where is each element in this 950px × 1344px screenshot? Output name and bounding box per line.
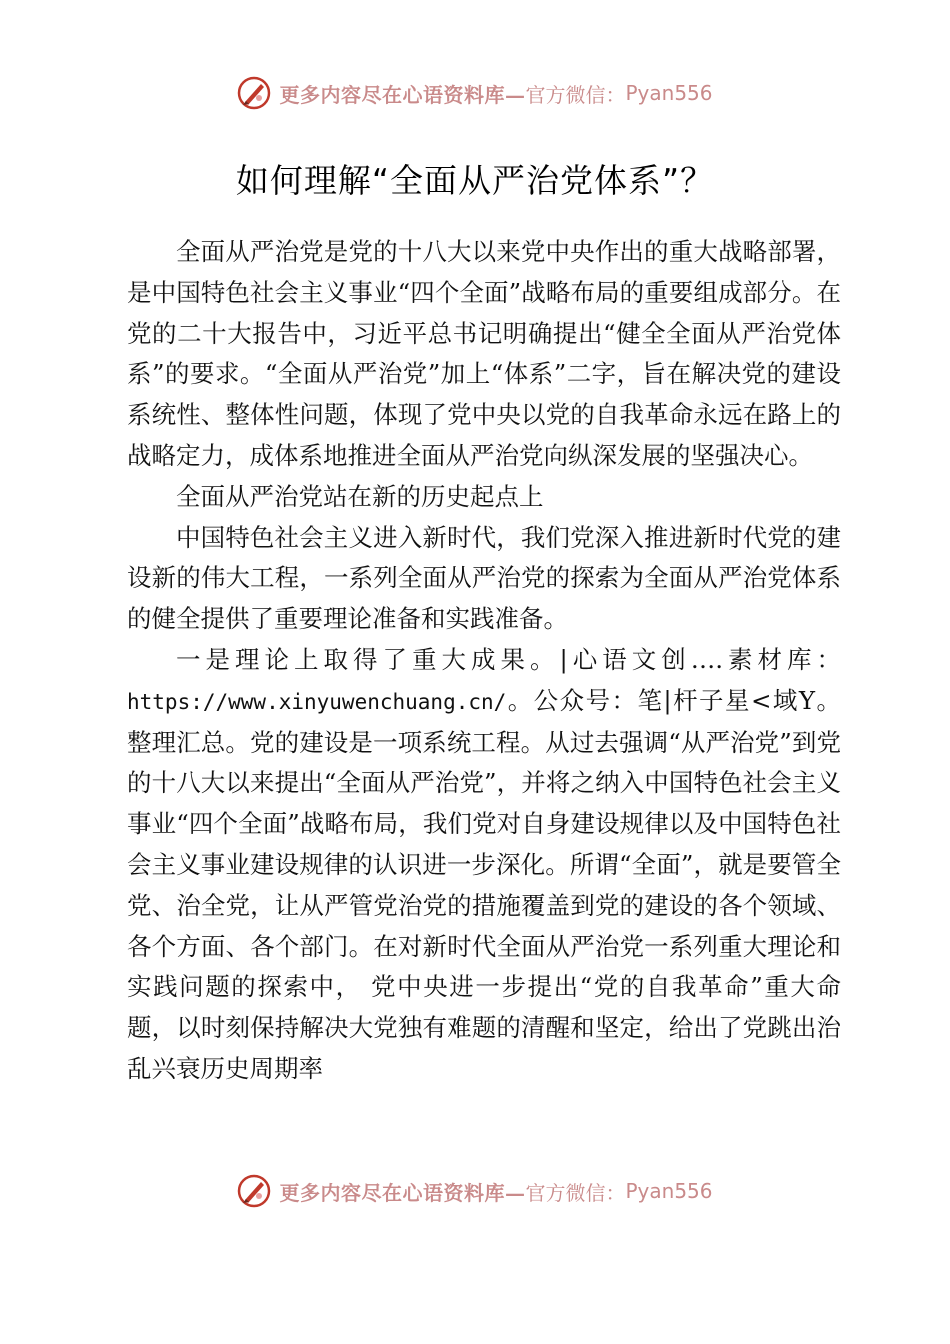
banner-wechat-label: 官方微信：: [525, 82, 626, 107]
banner-text: 更多内容尽在心语资料库—: [279, 1180, 526, 1205]
footer-banner: [0, 1166, 950, 1216]
banner-wechat-id: Pyan556: [625, 81, 713, 105]
brush-pen-logo-icon: [237, 1174, 271, 1208]
header-banner: [0, 68, 950, 118]
paragraph: 全面从严治党是党的十八大以来党中央作出的重大战略部署，是中国特色社会主义事业“四个全面”战略布局的重要组成部分。在党的二十大报告中，习近平总书记明确提出“健全全面从严治党体系”的要求。“全面从严治党”加上“体系”二字，旨在解决党的建设系统性、整体性问题，体现了党中央以党的自我革命永远在路上的战略定力，成体系地推进全面从严治党向纵深发展的坚强决心。: [127, 237, 841, 470]
banner-wechat-id: Pyan556: [625, 1179, 713, 1203]
banner-text: 更多内容尽在心语资料库—: [279, 82, 526, 107]
paragraph: 中国特色社会主义进入新时代，我们党深入推进新时代党的建设新的伟大工程，一系列全面从严治党的探索为全面从严治党体系的健全提供了重要理论准备和实践准备。: [127, 522, 841, 634]
website-url: https://www.xinyuwenchuang.cn/: [127, 689, 507, 714]
banner-wechat-label: 官方微信：: [525, 1180, 626, 1205]
document-title: 如何理解“全面从严治党体系”？: [235, 161, 715, 200]
paragraph-text: 一是理论上取得了重大成果。|心语文创….素材库：: [176, 644, 841, 674]
paragraph: [127, 640, 841, 1090]
paragraph-text: 。公众号：笔|杆子星<域Y。整理汇总。党的建设是一项系统工程。从过去强调“从严治党”到党的十八大以来提出“全面从严治党”，并将之纳入中国特色社会主义事业“四个全面”战略布局，我们党对自身建设规律以及中国特色社会主义事业建设规律的认识进一步深化。所谓“全面”，就是要管全党、治全党，让从严管党治党的措施覆盖到党的建设的各个领域、各个方面、各个部门。在对新时代全面从严治党一系列重大理论和实践问题的探索中， 党中央进一步提出“党的自我革命”重大命题，以时刻保持解决大党独有难题的清醒和坚定，给出了党跳出治乱兴衰历史周期率: [127, 685, 841, 1083]
document-body: [127, 232, 841, 1090]
brush-pen-logo-icon: [237, 76, 271, 110]
section-heading: 全面从严治党站在新的历史起点上: [176, 481, 544, 511]
